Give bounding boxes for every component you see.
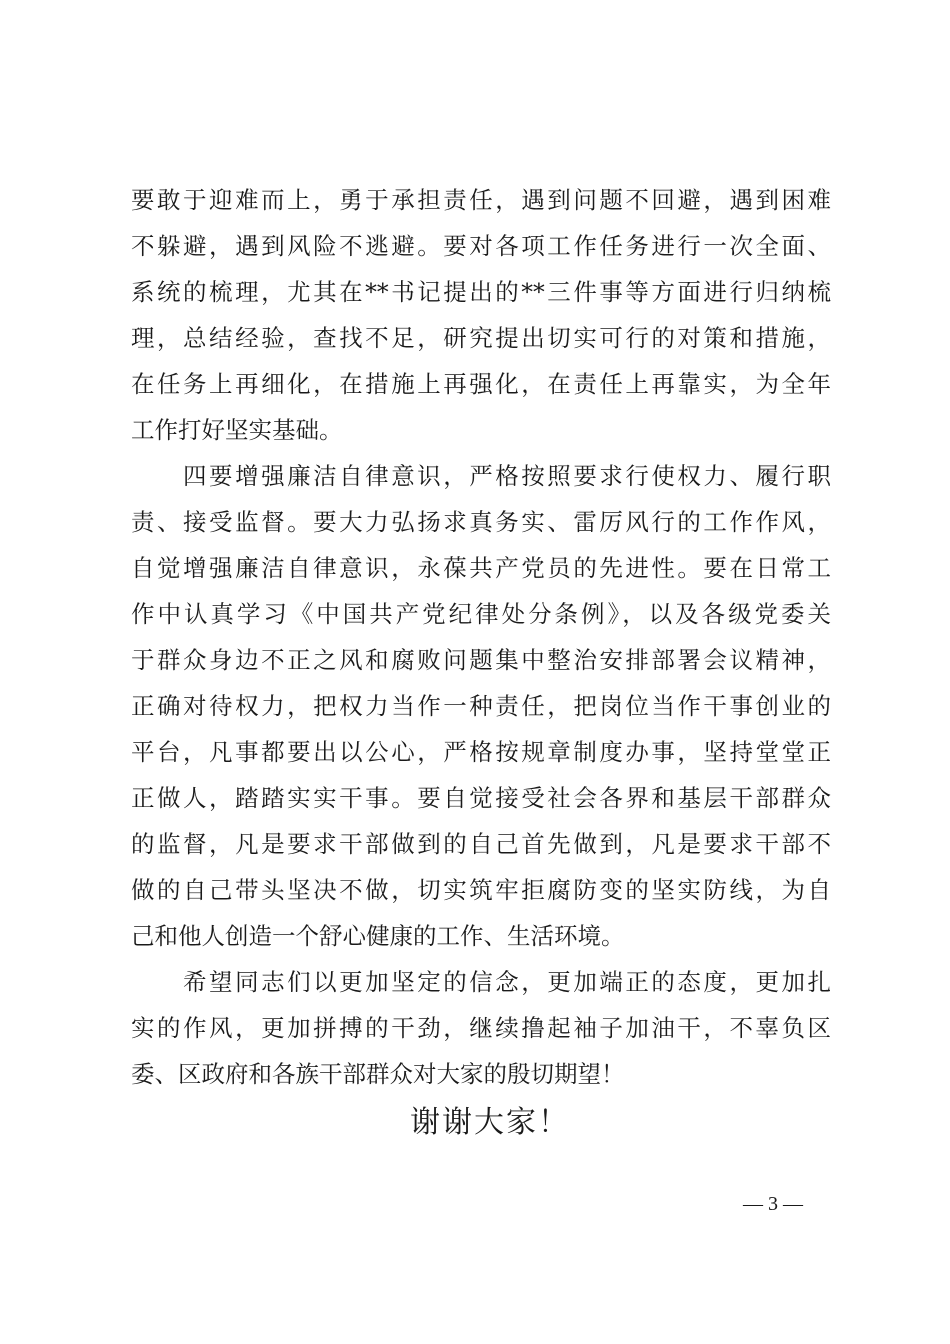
paragraph-line: 不躲避，遇到风险不逃避。要对各项工作任务进行一次全面、: [131, 232, 831, 260]
paragraph-line: 正确对待权力，把权力当作一种责任，把岗位当作干事创业的: [131, 692, 831, 720]
paragraph-line: 工作打好坚实基础。: [131, 416, 343, 444]
paragraph-line: 实的作风，更加拼搏的干劲，继续撸起袖子加油干，不辜负区: [131, 1014, 831, 1042]
page-number: — 3 —: [743, 1193, 803, 1215]
paragraph-line: 要敢于迎难而上，勇于承担责任，遇到问题不回避，遇到困难: [131, 186, 831, 214]
paragraph-line: 正做人，踏踏实实干事。要自觉接受社会各界和基层干部群众: [131, 784, 831, 812]
paragraph-line: 四要增强廉洁自律意识，严格按照要求行使权力、履行职: [131, 462, 831, 490]
paragraph-line: 作中认真学习《中国共产党纪律处分条例》，以及各级党委关: [131, 600, 831, 628]
closing-thanks: 谢谢大家！: [410, 1105, 570, 1140]
paragraph-line: 于群众身边不正之风和腐败问题集中整治安排部署会议精神，: [131, 646, 831, 674]
paragraph-line: 系统的梳理，尤其在**书记提出的**三件事等方面进行归纳梳: [131, 278, 831, 306]
paragraph-line: 平台，凡事都要出以公心，严格按规章制度办事，坚持堂堂正: [131, 738, 831, 766]
paragraph-line: 委、区政府和各族干部群众对大家的殷切期望！: [131, 1060, 625, 1088]
paragraph-line: 的监督，凡是要求干部做到的自己首先做到，凡是要求干部不: [131, 830, 831, 858]
paragraph-line: 自觉增强廉洁自律意识，永葆共产党员的先进性。要在日常工: [131, 554, 831, 582]
paragraph-line: 理，总结经验，查找不足，研究提出切实可行的对策和措施，: [131, 324, 831, 352]
paragraph-line: 希望同志们以更加坚定的信念，更加端正的态度，更加扎: [131, 968, 831, 996]
paragraph-line: 做的自己带头坚决不做，切实筑牢拒腐防变的坚实防线，为自: [131, 876, 831, 904]
paragraph-line: 责、接受监督。要大力弘扬求真务实、雷厉风行的工作作风，: [131, 508, 831, 536]
paragraph-line: 己和他人创造一个舒心健康的工作、生活环境。: [131, 922, 625, 950]
paragraph-line: 在任务上再细化，在措施上再强化，在责任上再靠实，为全年: [131, 370, 831, 398]
